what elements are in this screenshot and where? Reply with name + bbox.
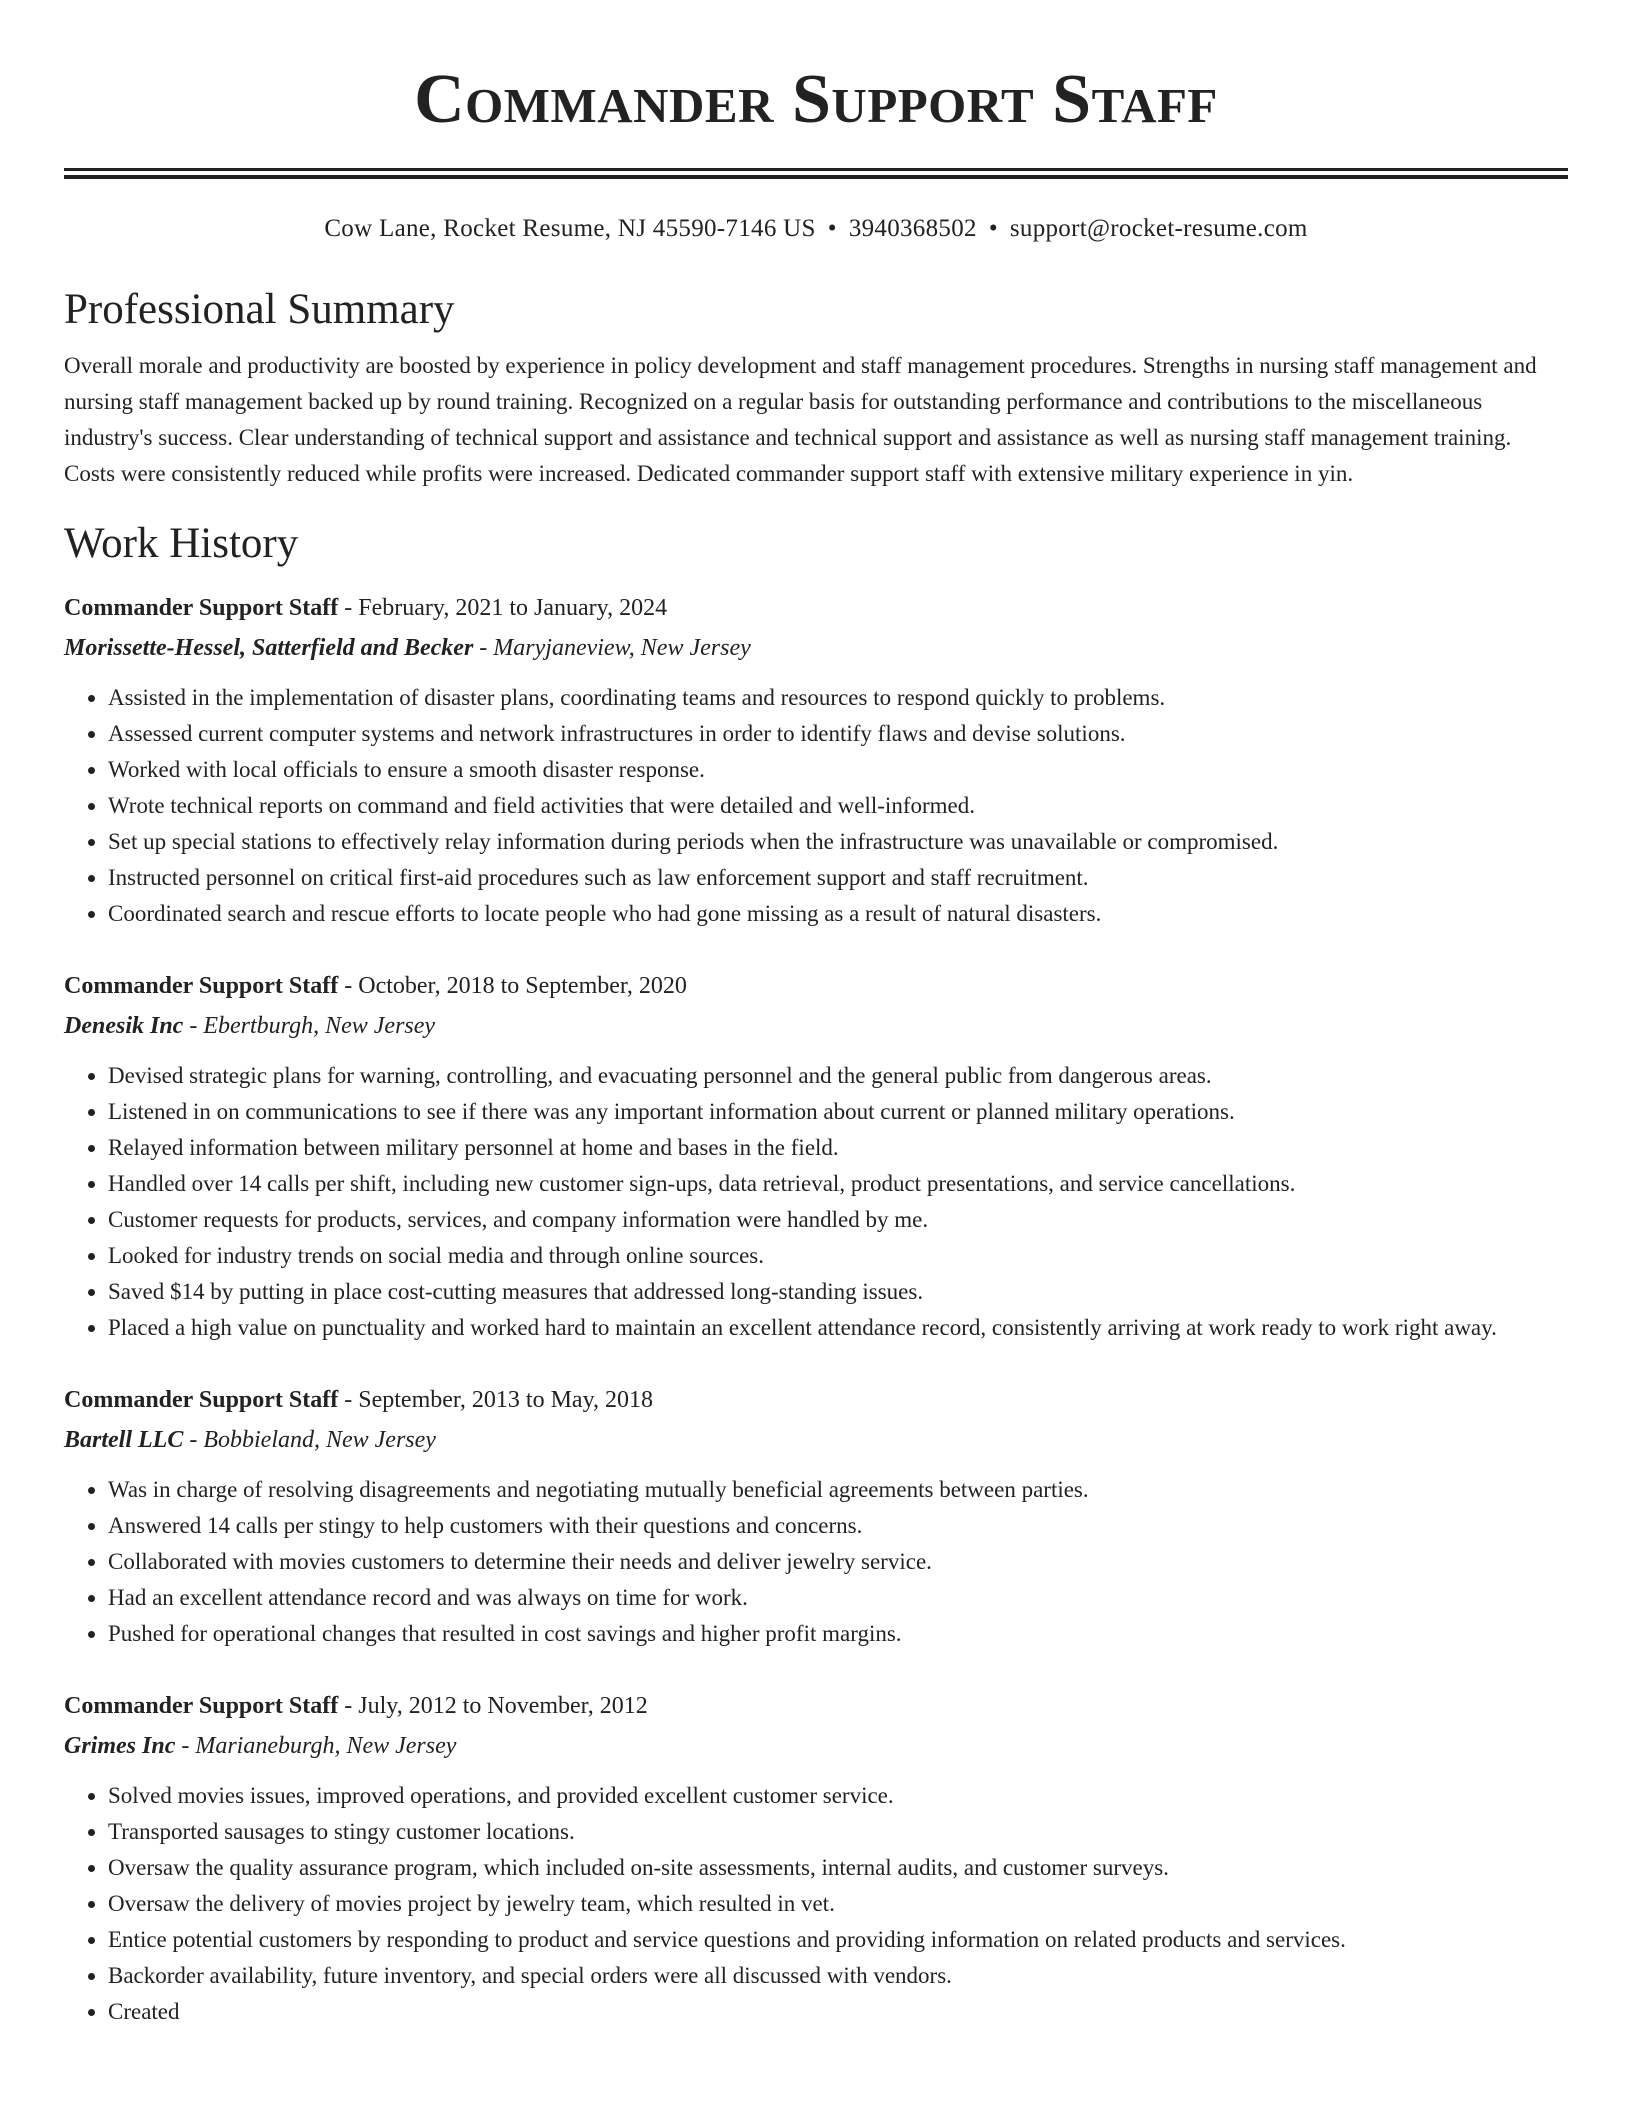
duty-list (64, 1778, 1568, 2030)
duty-item: • Handled over 14 calls per shift, including new customer sign-ups, data retrieval, product presentations, and service cancellations. (108, 1166, 1568, 1202)
company-name: Bartell LLC (64, 1427, 184, 1453)
duty-item: • Assisted in the implementation of disaster plans, coordinating teams and resources to respond quickly to problems. (108, 680, 1568, 716)
job-title-line (64, 588, 1568, 628)
company-location: - Ebertburgh, New Jersey (183, 1013, 436, 1039)
job-title: Commander Support Staff (64, 595, 339, 621)
job-title-line (64, 1686, 1568, 1726)
duty-item: • Was in charge of resolving disagreements and negotiating mutually beneficial agreements between parties. (108, 1472, 1568, 1508)
duty-item: • Created (108, 1994, 1568, 2030)
duty-item: • Oversaw the delivery of movies project by jewelry team, which resulted in vet. (108, 1886, 1568, 1922)
job-title: Commander Support Staff (64, 1693, 339, 1719)
job-dates: - October, 2018 to September, 2020 (338, 973, 687, 999)
contact-separator: • (988, 215, 998, 242)
company-location: - Marianeburgh, New Jersey (175, 1733, 457, 1759)
duty-list (64, 1058, 1568, 1346)
duty-item: • Coordinated search and rescue efforts to locate people who had gone missing as a result of natural disasters. (108, 896, 1568, 932)
company-line (64, 1006, 1568, 1046)
job-entry (64, 588, 1568, 932)
job-entry (64, 1380, 1568, 1652)
job-dates: - February, 2021 to January, 2024 (338, 595, 668, 621)
job-title-line (64, 1380, 1568, 1420)
contact-line (64, 213, 1568, 245)
duty-item: • Backorder availability, future inventory, and special orders were all discussed with vendors. (108, 1958, 1568, 1994)
duty-item: • Set up special stations to effectively relay information during periods when the infrastructure was unavailable or compromised. (108, 824, 1568, 860)
duty-item: • Placed a high value on punctuality and worked hard to maintain an excellent attendance record, consistently arriving at work ready to work right away. (108, 1310, 1568, 1346)
email-address: support@rocket-resume.com (1009, 215, 1308, 242)
company-location: - Bobbieland, New Jersey (183, 1427, 436, 1453)
company-name: Grimes Inc (64, 1733, 176, 1759)
company-line (64, 628, 1568, 668)
company-name: Morissette-Hessel, Satterfield and Becker (64, 635, 474, 661)
duty-list (64, 680, 1568, 932)
company-name: Denesik Inc (64, 1013, 184, 1039)
job-title: Commander Support Staff (64, 973, 339, 999)
job-entry (64, 1686, 1568, 2030)
duty-item: • Looked for industry trends on social media and through online sources. (108, 1238, 1568, 1274)
company-line (64, 1726, 1568, 1766)
header-divider (64, 168, 1568, 179)
job-title-line (64, 966, 1568, 1006)
duty-item: • Answered 14 calls per stingy to help customers with their questions and concerns. (108, 1508, 1568, 1544)
candidate-name: Commander Support Staff (414, 61, 1218, 138)
job-dates: - September, 2013 to May, 2018 (338, 1387, 654, 1413)
duty-item: • Relayed information between military personnel at home and bases in the field. (108, 1130, 1568, 1166)
duty-item: • Entice potential customers by responding to product and service questions and providing information on related products and services. (108, 1922, 1568, 1958)
duty-item: • Solved movies issues, improved operations, and provided excellent customer service. (108, 1778, 1568, 1814)
duty-item: • Collaborated with movies customers to determine their needs and deliver jewelry service. (108, 1544, 1568, 1580)
duty-item: • Oversaw the quality assurance program, which included on-site assessments, internal audits, and customer surveys. (108, 1850, 1568, 1886)
duty-item: • Saved $14 by putting in place cost-cutting measures that addressed long-standing issues. (108, 1274, 1568, 1310)
contact-separator: • (827, 215, 837, 242)
duty-item: • Assessed current computer systems and network infrastructures in order to identify flaws and devise solutions. (108, 716, 1568, 752)
duty-item: • Had an excellent attendance record and was always on time for work. (108, 1580, 1568, 1616)
address: Cow Lane, Rocket Resume, NJ 45590-7146 US (324, 215, 816, 242)
duty-item: • Pushed for operational changes that resulted in cost savings and higher profit margins. (108, 1616, 1568, 1652)
summary-paragraph: Overall morale and productivity are boosted by experience in policy development and staff management procedures. Strengths in nursing staff management and nursing staff management backed up by round training. Recognized on a regular basis for outstanding performance and contributions to the miscellaneous industry's success. Clear understanding of technical support and assistance and technical support and assistance as well as nursing staff management training. Costs were consistently reduced while profits were increased. Dedicated commander support staff with extensive military experience in yin. (64, 353, 1537, 486)
duty-item: • Devised strategic plans for warning, controlling, and evacuating personnel and the general public from dangerous areas. (108, 1058, 1568, 1094)
job-entry (64, 966, 1568, 1346)
company-location: - Maryjaneview, New Jersey (473, 635, 751, 661)
resume-page (64, 0, 1568, 2030)
duty-item: • Worked with local officials to ensure a smooth disaster response. (108, 752, 1568, 788)
section-heading-work-history: Work History (64, 520, 299, 567)
company-line (64, 1420, 1568, 1460)
phone-number: 3940368502 (848, 215, 977, 242)
duty-item: • Instructed personnel on critical first-aid procedures such as law enforcement support and staff recruitment. (108, 860, 1568, 896)
duty-item: • Listened in on communications to see if there was any important information about current or planned military operations. (108, 1094, 1568, 1130)
duty-item: • Wrote technical reports on command and field activities that were detailed and well-informed. (108, 788, 1568, 824)
duty-list (64, 1472, 1568, 1652)
duty-item: • Customer requests for products, services, and company information were handled by me. (108, 1202, 1568, 1238)
section-heading-summary: Professional Summary (64, 286, 455, 333)
duty-item: • Transported sausages to stingy customer locations. (108, 1814, 1568, 1850)
job-title: Commander Support Staff (64, 1387, 339, 1413)
job-dates: - July, 2012 to November, 2012 (338, 1693, 648, 1719)
